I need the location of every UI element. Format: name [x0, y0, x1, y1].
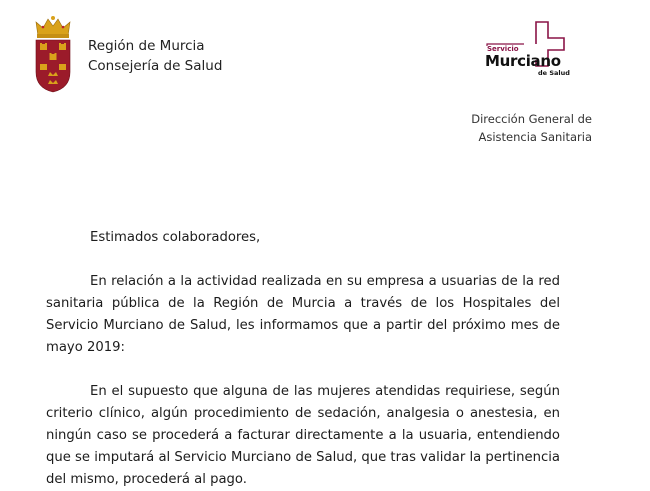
crown-icon — [36, 16, 70, 38]
org-line-consejeria: Consejería de Salud — [88, 58, 223, 74]
paragraph-1: En relación a la actividad realizada en su empresa a usuarias de la red sanitaria pública de la Región de Murcia a través de los Hospitales del Servicio Murciano de Salud, les informamos que a partir del próximo mes de mayo 2019: — [46, 274, 560, 355]
paragraph-2: En el supuesto que alguna de las mujeres atendidas requiriese, según criterio clínico, algún procedimiento de sedación, analgesia o anestesia, en ningún caso se procederá a facturar directamente a la usuaria, entendiendo que se imputará al Servicio Murciano de Salud, que tras validar la pertinencia del mismo, procederá al pago. — [46, 384, 560, 487]
department-name — [471, 110, 592, 146]
sms-logo-bottom: de Salud — [538, 69, 570, 77]
region-murcia-coat-of-arms — [32, 14, 74, 94]
department-line1: Dirección General de — [471, 112, 592, 126]
organization-name — [88, 36, 222, 76]
salutation: Estimados colaboradores, — [90, 230, 261, 245]
letter-body — [46, 227, 560, 491]
org-line-region: Región de Murcia — [88, 38, 205, 54]
department-line2: Asistencia Sanitaria — [478, 130, 592, 144]
sms-logo-main: Murciano — [485, 52, 561, 70]
sms-logo-top: Servicio — [487, 45, 519, 53]
